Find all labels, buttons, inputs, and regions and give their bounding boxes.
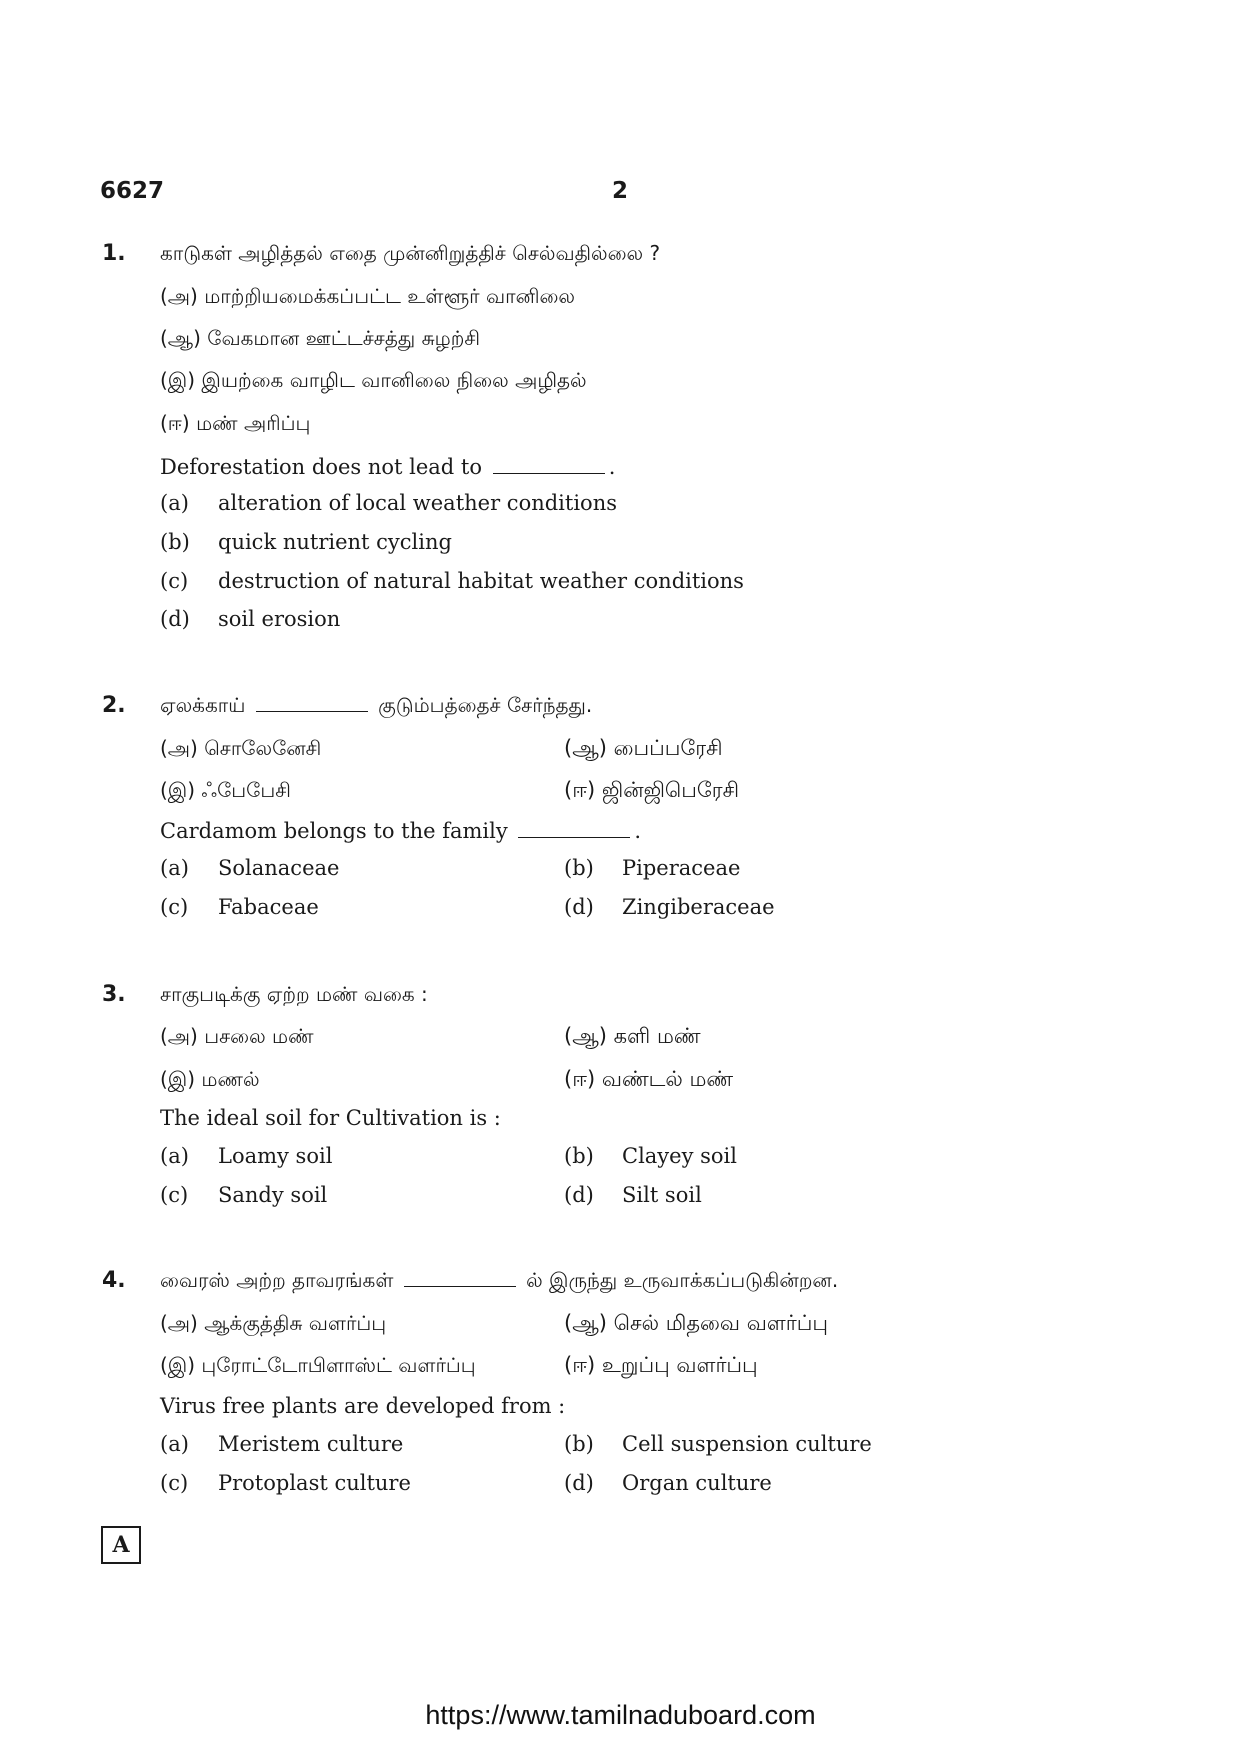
tamil-option: (இ) இயற்கை வாழிட வானிலை நிலை அழிதல் bbox=[160, 368, 587, 392]
option-text: Loamy soil bbox=[218, 1144, 333, 1168]
tamil-option: (ஈ) ஜின்ஜிபெரேசி bbox=[564, 778, 740, 802]
tamil-question-pre: வைரஸ் அற்ற தாவரங்கள் bbox=[160, 1268, 394, 1292]
english-option bbox=[160, 1432, 403, 1456]
english-option bbox=[160, 895, 319, 919]
tamil-option: (ஆ) செல் மிதவை வளர்ப்பு bbox=[564, 1311, 828, 1335]
english-option bbox=[160, 569, 744, 593]
tamil-option: (அ) ஆக்குத்திசு வளர்ப்பு bbox=[160, 1311, 387, 1335]
answer-blank bbox=[518, 818, 630, 838]
english-option bbox=[160, 491, 617, 515]
tamil-option: (இ) மணல் bbox=[160, 1067, 260, 1091]
option-text: Organ culture bbox=[622, 1471, 772, 1495]
option-text: Solanaceae bbox=[218, 856, 340, 880]
option-text: Zingiberaceae bbox=[622, 895, 775, 919]
option-label: (a) bbox=[160, 856, 189, 880]
option-text: Clayey soil bbox=[622, 1144, 737, 1168]
option-text: Cell suspension culture bbox=[622, 1432, 872, 1456]
page-number: 2 bbox=[612, 178, 629, 204]
tamil-option: (ஈ) உறுப்பு வளர்ப்பு bbox=[564, 1353, 758, 1377]
question-number: 3. bbox=[102, 982, 126, 1007]
option-label: (d) bbox=[564, 1183, 594, 1207]
english-option bbox=[160, 1144, 332, 1168]
option-label: (c) bbox=[160, 1471, 189, 1495]
tamil-option: (அ) பசலை மண் bbox=[160, 1024, 314, 1048]
tamil-question: காடுகள் அழித்தல் எதை முன்னிறுத்திச் செல்வதில்லை ? bbox=[160, 241, 661, 265]
option-text: Silt soil bbox=[622, 1183, 702, 1207]
english-option bbox=[564, 895, 775, 919]
tamil-option: (அ) மாற்றியமைக்கப்பட்ட உள்ளூர் வானிலை bbox=[160, 284, 576, 308]
option-label: (c) bbox=[160, 569, 189, 593]
english-question: Cardamom belongs to the family . bbox=[160, 818, 642, 843]
tamil-question-post: ல் இருந்து உருவாக்கப்படுகின்றன. bbox=[526, 1268, 839, 1292]
english-option bbox=[564, 856, 740, 880]
question-number: 1. bbox=[102, 241, 126, 266]
option-label: (d) bbox=[564, 1471, 594, 1495]
english-option bbox=[160, 856, 339, 880]
option-text: quick nutrient cycling bbox=[218, 530, 452, 554]
tamil-question-pre: ஏலக்காய் bbox=[160, 693, 246, 717]
option-label: (a) bbox=[160, 1144, 189, 1168]
option-label: (a) bbox=[160, 1432, 189, 1456]
english-question: The ideal soil for Cultivation is : bbox=[160, 1106, 501, 1130]
answer-blank bbox=[256, 693, 368, 712]
tamil-option: (இ) ஃபேபேசி bbox=[160, 778, 291, 802]
tamil-option: (அ) சொலேனேசி bbox=[160, 736, 322, 760]
tamil-question bbox=[160, 693, 592, 720]
tamil-question bbox=[160, 1268, 838, 1295]
option-text: Protoplast culture bbox=[218, 1471, 411, 1495]
english-option bbox=[160, 530, 452, 554]
english-option bbox=[160, 1183, 327, 1207]
option-text: soil erosion bbox=[218, 607, 341, 631]
tamil-option: (ஆ) பைப்பரேசி bbox=[564, 736, 723, 760]
option-text: destruction of natural habitat weather conditions bbox=[218, 569, 744, 593]
answer-blank bbox=[493, 454, 605, 474]
question-number: 4. bbox=[102, 1268, 126, 1293]
tamil-question-post: குடும்பத்தைச் சேர்ந்தது. bbox=[378, 693, 593, 717]
footer-url[interactable]: https://www.tamilnaduboard.com bbox=[425, 1700, 816, 1730]
tamil-option: (ஆ) களி மண் bbox=[564, 1024, 701, 1048]
english-option bbox=[564, 1144, 737, 1168]
paper-code: 6627 bbox=[100, 178, 165, 204]
tamil-question: சாகுபடிக்கு ஏற்ற மண் வகை : bbox=[160, 982, 428, 1006]
english-option bbox=[564, 1432, 872, 1456]
option-label: (d) bbox=[564, 895, 594, 919]
english-question: Deforestation does not lead to . bbox=[160, 454, 616, 479]
option-label: (b) bbox=[564, 856, 594, 880]
english-option bbox=[564, 1183, 702, 1207]
option-label: (b) bbox=[564, 1144, 594, 1168]
option-label: (c) bbox=[160, 1183, 189, 1207]
option-label: (c) bbox=[160, 895, 189, 919]
english-option bbox=[160, 1471, 411, 1495]
tamil-option: (ஈ) மண் அரிப்பு bbox=[160, 411, 311, 435]
question-number: 2. bbox=[102, 693, 126, 718]
english-question: Virus free plants are developed from : bbox=[160, 1394, 566, 1418]
english-question-text: Deforestation does not lead to bbox=[160, 454, 482, 479]
option-text: Piperaceae bbox=[622, 856, 741, 880]
option-label: (a) bbox=[160, 491, 189, 515]
option-text: alteration of local weather conditions bbox=[218, 491, 617, 515]
option-label: (b) bbox=[564, 1432, 594, 1456]
option-text: Fabaceae bbox=[218, 895, 319, 919]
option-label: (d) bbox=[160, 607, 190, 631]
tamil-option: (ஆ) வேகமான ஊட்டச்சத்து சுழற்சி bbox=[160, 326, 480, 350]
answer-blank bbox=[404, 1268, 516, 1287]
section-marker-box: A bbox=[101, 1526, 141, 1564]
tamil-option: (இ) புரோட்டோபிளாஸ்ட் வளர்ப்பு bbox=[160, 1353, 476, 1377]
tamil-option: (ஈ) வண்டல் மண் bbox=[564, 1067, 734, 1091]
option-text: Meristem culture bbox=[218, 1432, 404, 1456]
english-question-text: Cardamom belongs to the family bbox=[160, 818, 508, 843]
option-label: (b) bbox=[160, 530, 190, 554]
option-text: Sandy soil bbox=[218, 1183, 328, 1207]
english-option bbox=[160, 607, 340, 631]
english-option bbox=[564, 1471, 772, 1495]
